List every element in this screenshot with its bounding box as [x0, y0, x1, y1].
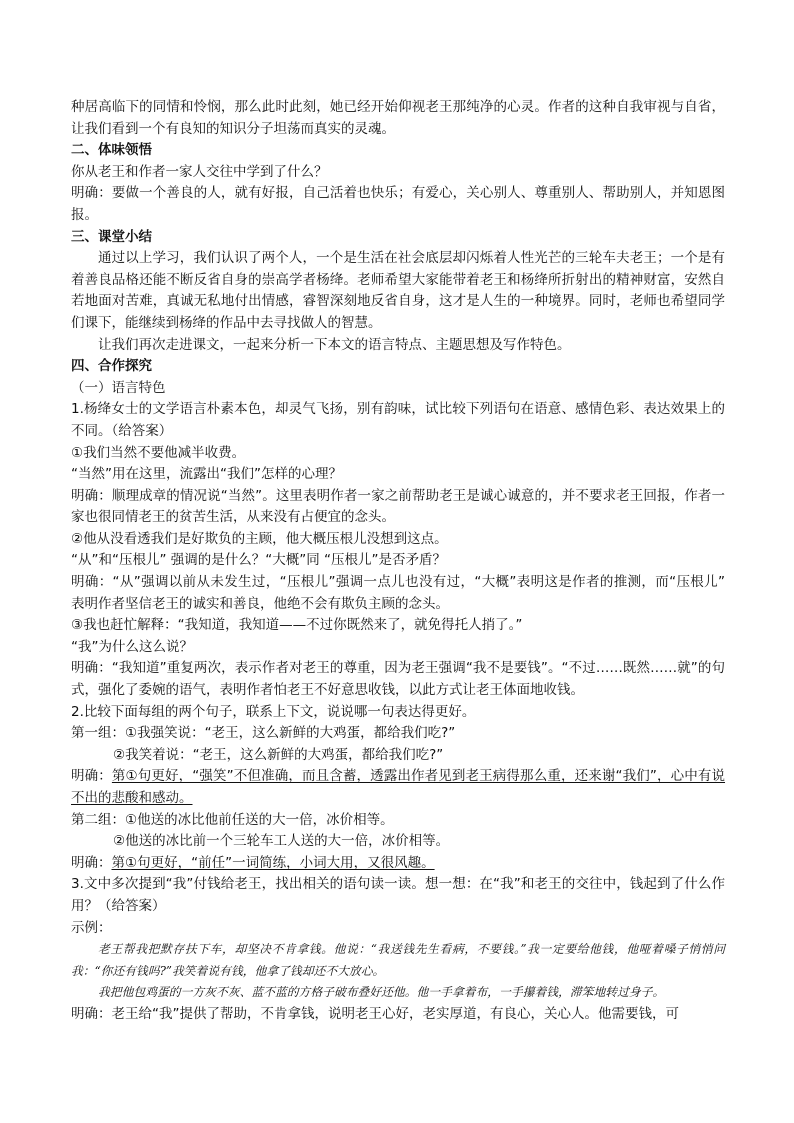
group-1-answer	[71, 766, 725, 809]
group-1-sentence-2: ②我笑着说：“老王，这么新鲜的大鸡蛋，都给我们吃?”	[113, 746, 444, 763]
question-1: 你从老王和作者一家人交往中学到了什么？	[71, 163, 328, 180]
example-3: ③我也赶忙解释：“我知道，我知道——不过你既然来了，就免得托人捎了。”	[71, 617, 523, 634]
example-1-answer: 明确：顺理成章的情况说“当然”。这里表明作者一家之前帮助老王是诚心诚意的，并不要求老王回报，作者一家也很同情老王的贫苦生活，从来没有占便宜的念头。	[71, 487, 725, 526]
group-2-sentence-2: ②他送的冰比前一个三轮车工人送的大一倍，冰价相等。	[113, 833, 450, 850]
example-label: 示例：	[71, 919, 112, 936]
example-1: ①我们当然不要他减半收费。	[71, 444, 246, 461]
question-3: 2.比较下面每组的两个句子，联系上下文，说说哪一句表达得更好。	[71, 703, 476, 720]
final-answer: 明确：老王给“我”提供了帮助，不肯拿钱，说明老王心好，老实厚道，有良心，关心人。他需要钱，可	[71, 1005, 679, 1022]
example-2-question: “从”和“压根儿” 强调的是什么？“大概”同 “压根儿”是否矛盾？	[71, 552, 447, 569]
heading-section-2: 二、体味领悟	[71, 142, 152, 159]
heading-section-4: 四、合作探究	[71, 358, 152, 375]
paragraph-intro: 种居高临下的同情和怜悯，那么此时此刻，她已经开始仰视老王那纯净的心灵。作者的这种自我审视与自省，让我们看到一个有良知的知识分子坦荡而真实的灵魂。	[71, 99, 725, 137]
excerpt-2: 我把他包鸡蛋的一方灰不灰、蓝不蓝的方格子破布叠好还他。他一手拿着布，一手攥着钱，滞笨地转过身子。	[98, 985, 665, 1000]
example-3-answer: 明确：“我知道”重复两次，表示作者对老王的尊重，因为老王强调“我不是要钱”。“不过……既然……就”的句式，强化了委婉的语气，表明作者怕老王不好意思收钱，以此方式让老王体面地收钱。	[71, 660, 725, 699]
subheading-language: （一）语言特色	[71, 379, 166, 396]
underlined-answer: 第①句更好，“前任”一词简练，小词大用，又很风趣。	[111, 854, 435, 871]
question-2: 1.杨绛女士的文学语言朴素本色，却灵气飞扬，别有韵味，试比较下列语句在语意、感情色彩、表达效果上的不同。（给答案）	[71, 401, 725, 439]
example-2-answer: 明确：“从”强调以前从未发生过，“压根儿”强调一点儿也没有过，“大概”表明这是作者的推测，而“压根儿” 表明作者坚信老王的诚实和善良，他绝不会有欺负主顾的念头。	[71, 574, 725, 612]
summary-paragraph-1: 通过以上学习，我们认识了两个人，一个是生活在社会底层却闪烁着人性光芒的三轮车夫老王；一个是有着善良品格还能不断反省自身的崇高学者杨绛。老师希望大家能带着老王和杨绛所折射出的精神财富，安然自若地面对苦难，真诚无私地付出情感，睿智深刻地反省自身，这才是人生的一种境界。同时，老师也希望同学们课下，能继续到杨绛的作品中去寻找做人的智慧。	[71, 250, 725, 331]
example-1-question: “当然”用在这里，流露出“我们”怎样的心理？	[71, 466, 342, 483]
excerpt-1: 老王帮我把默存扶下车，却坚决不肯拿钱。他说：“我送钱先生看病，不要钱。”我一定要给他钱，他哑着嗓子悄悄问我：“你还有钱吗?”我笑着说有钱，他拿了钱却还不大放心。	[71, 942, 725, 978]
group-2-answer	[71, 853, 725, 875]
summary-paragraph-2: 让我们再次走进课文，一起来分析一下本文的语言特点、主题思想及写作特色。	[98, 336, 571, 353]
document-body	[71, 97, 725, 1026]
answer-1: 明确：要做一个善良的人，就有好报，自己活着也快乐；有爱心，关心别人、尊重别人、帮助别人，并知恩图报。	[71, 185, 725, 223]
group-1-sentence-1: 第一组：①我强笑说：“老王，这么新鲜的大鸡蛋，都给我们吃?”	[71, 725, 456, 742]
answer-prefix: 明确：	[71, 854, 112, 871]
underlined-answer: 第①句更好，“强笑”不但准确，而且含蓄，透露出作者见到老王病得那么重，还来谢“我们”，心中有说不出的悲酸和感动。	[71, 768, 726, 806]
answer-prefix: 明确：	[71, 768, 112, 785]
group-2-sentence-1: 第二组：①他送的冰比他前任送的大一倍，冰价相等。	[71, 811, 394, 828]
heading-section-3: 三、课堂小结	[71, 228, 152, 245]
question-4: 3.文中多次提到“我”付钱给老王，找出相关的语句读一读。想一想：在“我”和老王的交往中，钱起到了什么作用？（给答案）	[71, 876, 725, 914]
example-3-question: “我”为什么这么说？	[71, 638, 193, 655]
example-2: ②他从没看透我们是好欺负的主顾，他大概压根儿没想到这点。	[71, 530, 448, 547]
